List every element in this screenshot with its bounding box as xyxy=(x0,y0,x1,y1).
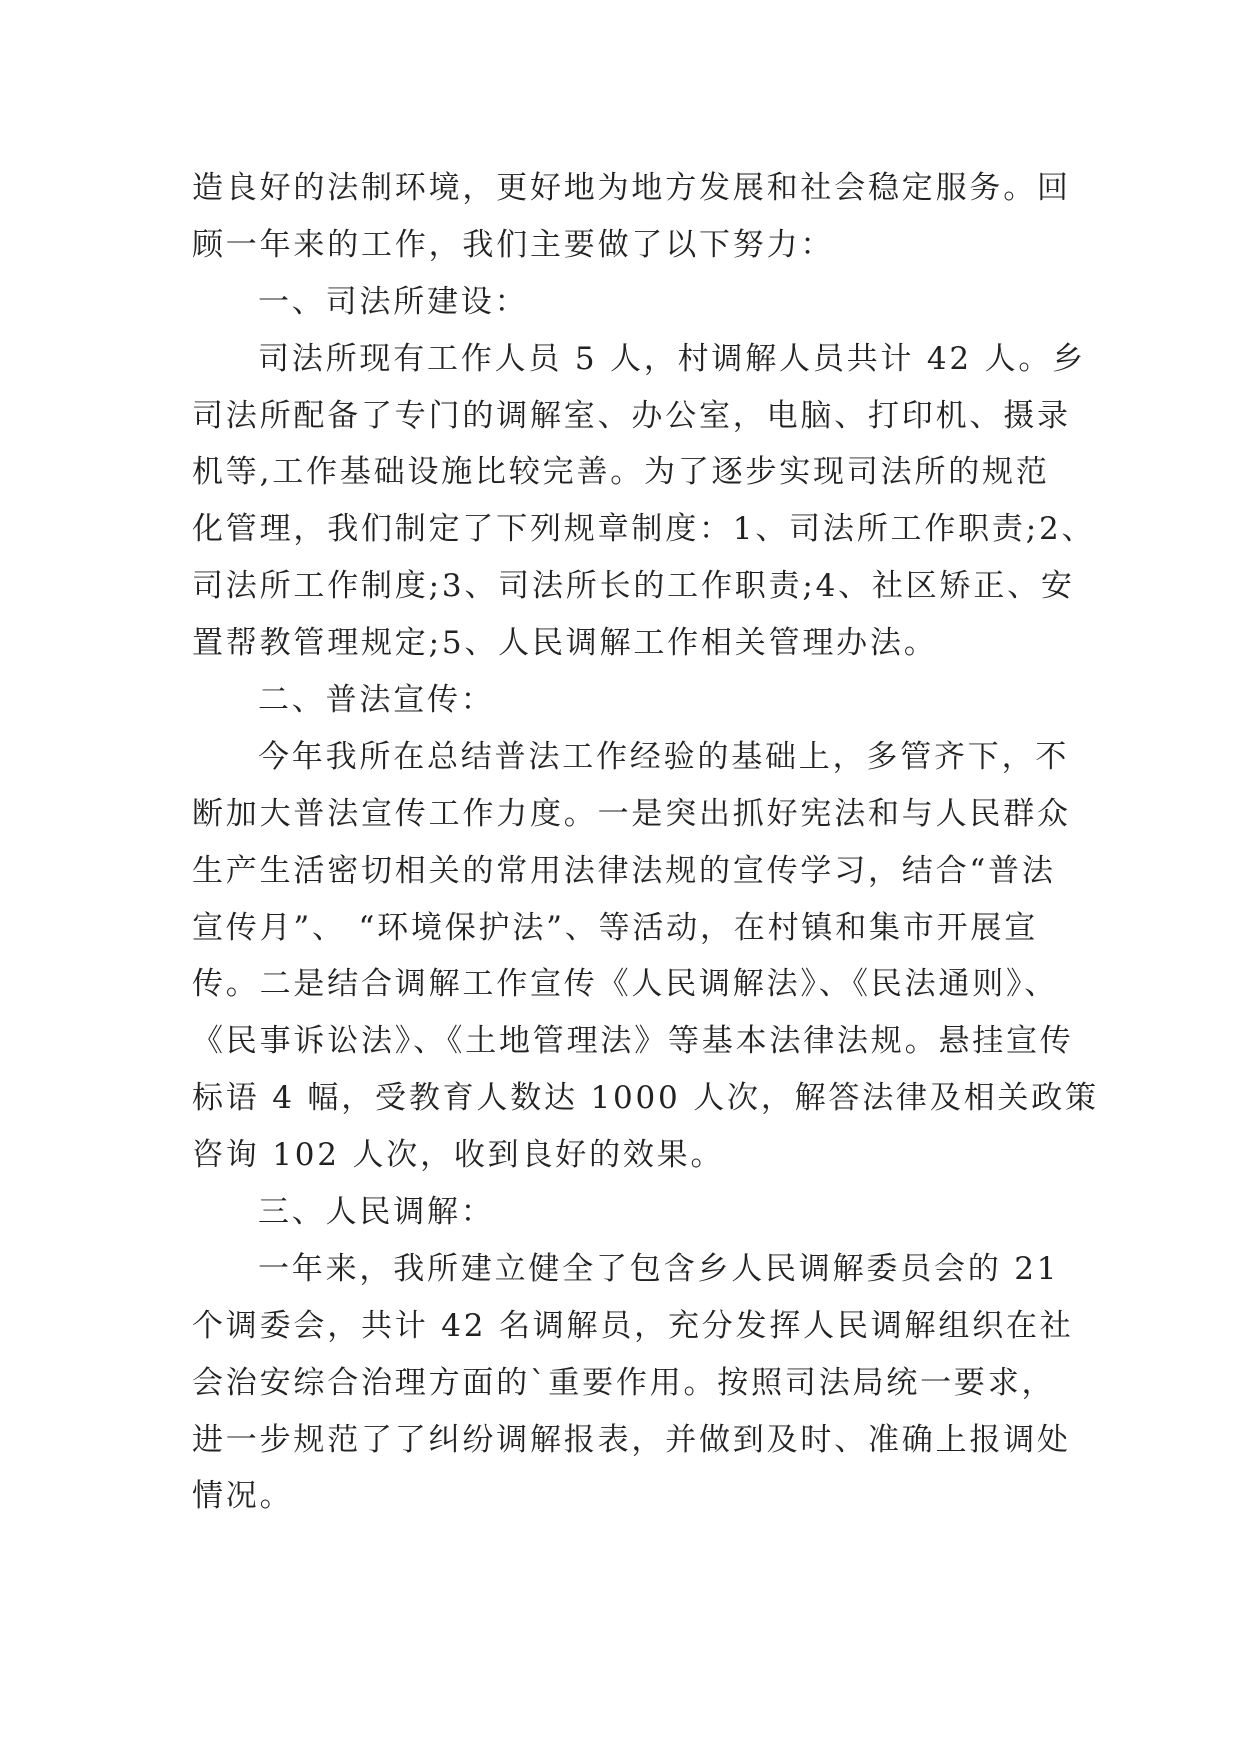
text-line: 断加大普法宣传工作力度。一是突出抓好宪法和与人民群众 xyxy=(192,795,1071,832)
text-line: 顾一年来的工作，我们主要做了以下努力： xyxy=(192,226,835,263)
text-line: 三、人民调解： xyxy=(258,1194,495,1231)
text-line: 个调委会，共计 42 名调解员，充分发挥人民调解组织在社 xyxy=(192,1307,1074,1344)
text-line: 二、普法宣传： xyxy=(258,682,495,719)
text-line: 一年来，我所建立健全了包含乡人民调解委员会的 21 xyxy=(258,1250,1060,1287)
text-line: 化管理，我们制定了下列规章制度：1、司法所工作职责;2、 xyxy=(192,511,1096,548)
text-line: 司法所现有工作人员 5 人，村调解人员共计 42 人。乡 xyxy=(258,340,1086,377)
text-line: 《民事诉讼法》、《土地管理法》等基本法律法规。悬挂宣传 xyxy=(192,1023,1074,1060)
text-line: 造良好的法制环境，更好地为地方发展和社会稳定服务。回 xyxy=(192,170,1071,206)
text-line: 会治安综合治理方面的`重要作用。按照司法局统一要求， xyxy=(192,1364,1056,1401)
text-line: 司法所工作制度;3、司法所长的工作职责;4、社区矫正、安 xyxy=(192,568,1075,605)
text-line: 标语 4 幅，受教育人数达 1000 人次，解答法律及相关政策 xyxy=(192,1080,1099,1117)
text-line: 咨询 102 人次，收到良好的效果。 xyxy=(192,1137,725,1174)
text-line: 司法所配备了专门的调解室、办公室，电脑、打印机、摄录 xyxy=(192,397,1071,434)
text-line: 进一步规范了了纠纷调解报表，并做到及时、准确上报调处 xyxy=(192,1421,1071,1458)
text-line: 一、司法所建设： xyxy=(258,283,529,320)
text-line: 置帮教管理规定;5、人民调解工作相关管理办法。 xyxy=(192,625,938,662)
document-body xyxy=(192,160,1099,1525)
text-line: 宣传月”、 “环境保护法”、等活动，在村镇和集市开展宣 xyxy=(192,909,1038,946)
text-line: 生产生活密切相关的常用法律法规的宣传学习，结合“普法 xyxy=(192,852,1056,889)
text-line: 今年我所在总结普法工作经验的基础上，多管齐下，不 xyxy=(258,738,1070,775)
text-line: 机等,工作基础设施比较完善。为了逐步实现司法所的规范 xyxy=(192,454,1050,491)
text-line: 情况。 xyxy=(192,1478,294,1515)
text-line: 传。二是结合调解工作宣传《人民调解法》、《民法通则》、 xyxy=(192,966,1059,1003)
